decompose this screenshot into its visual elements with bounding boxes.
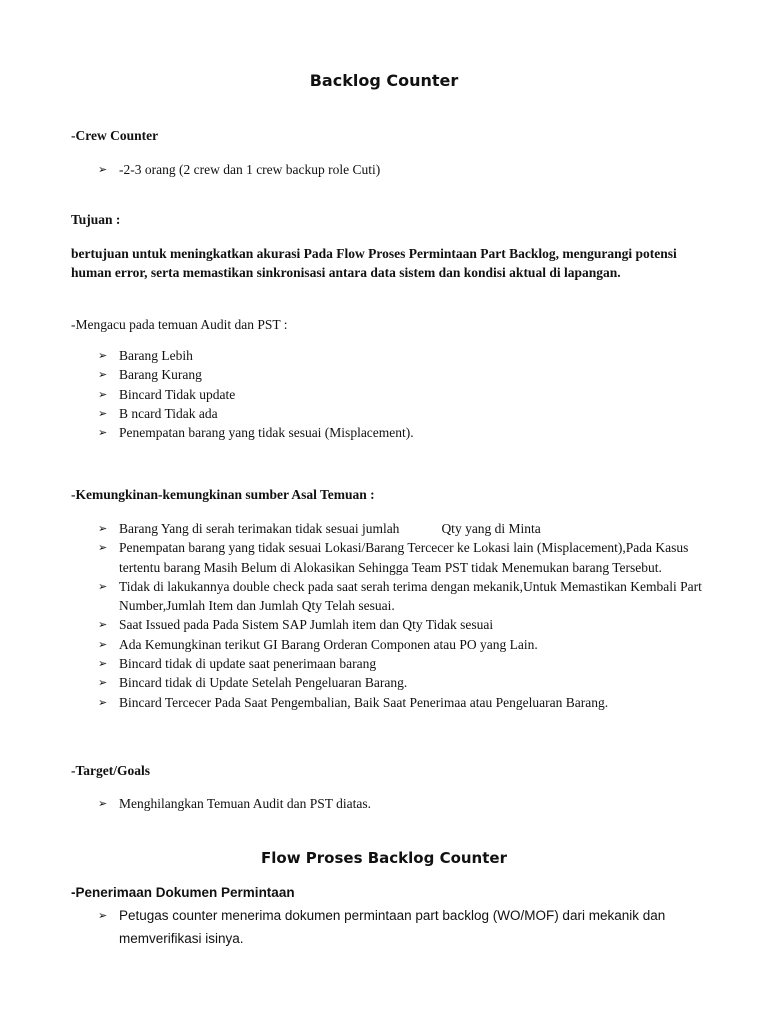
crew-counter-heading: -Crew Counter (71, 128, 159, 143)
arrow-bullet-icon: ➢ (98, 387, 108, 401)
arrow-bullet-icon: ➢ (98, 618, 108, 632)
list-item: ➢ Tidak di lakukannya double check pada saat serah terima dengan mekanik,Untuk Memastikan Kembali Part Number,Jumlah Item dan Jumlah Qty Telah sesuai. (98, 578, 702, 614)
arrow-bullet-icon: ➢ (98, 426, 108, 440)
arrow-bullet-icon: ➢ (98, 522, 108, 535)
tujuan-heading: Tujuan : (71, 212, 121, 227)
arrow-bullet-icon: ➢ (98, 579, 108, 593)
list-item: ➢ Bincard Tercecer Pada Saat Pengembalian, Baik Saat Penerimaa atau Pengeluaran Barang. (0, 693, 709, 712)
list-item: ➢ Petugas counter menerima dokumen permintaan part backlog (WO/MOF) dari mekanik dan memverifikasi isinya. (0, 904, 709, 950)
mengacu-text: -Mengacu pada temuan Audit dan PST : (71, 317, 288, 332)
list-item: ➢ Penempatan barang yang tidak sesuai Lokasi/Barang Tercecer ke Lokasi lain (Misplacement),Pada Kasus tertentu barang Masih Belum di Alokasikan Sehingga Team PST tidak Menemukan barang Tersebut. (98, 540, 689, 575)
list-item: ➢ Bincard tidak di update saat penerimaan barang (0, 654, 709, 673)
penerimaan-list (0, 904, 709, 950)
list-item: ➢ Barang Yang di serah terimakan tidak sesuai jumlah Qty yang di Minta (0, 519, 709, 538)
arrow-bullet-icon: ➢ (98, 541, 108, 555)
list-item: ➢ B ncard Tidak ada (0, 404, 709, 423)
arrow-bullet-icon: ➢ (98, 676, 108, 690)
arrow-bullet-icon: ➢ (98, 637, 108, 651)
document-title: Backlog Counter (309, 71, 459, 90)
list-item: ➢ -2-3 orang (2 crew dan 1 crew backup role Cuti) (0, 160, 709, 179)
target-heading: -Target/Goals (71, 763, 150, 778)
target-list (0, 794, 709, 813)
list-item: ➢ Bincard tidak di Update Setelah Pengeluaran Barang. (0, 673, 709, 692)
flow-title: Flow Proses Backlog Counter (261, 849, 507, 867)
arrow-bullet-icon: ➢ (98, 406, 108, 420)
arrow-bullet-icon: ➢ (98, 797, 108, 810)
list-item: ➢ Barang Kurang (0, 365, 709, 384)
list-item: ➢ Penempatan barang yang tidak sesuai (Misplacement). (0, 423, 709, 442)
list-item: ➢ Menghilangkan Temuan Audit dan PST diatas. (0, 794, 709, 813)
list-item: ➢ Saat Issued pada Pada Sistem SAP Jumlah item dan Qty Tidak sesuai (0, 615, 709, 634)
mengacu-list (0, 346, 709, 442)
arrow-bullet-icon: ➢ (98, 695, 108, 709)
kemungkinan-list (0, 519, 709, 712)
arrow-bullet-icon: ➢ (98, 368, 108, 382)
arrow-bullet-icon: ➢ (98, 909, 108, 922)
list-item: ➢ Bincard Tidak update (0, 385, 709, 404)
list-item: ➢ Ada Kemungkinan terikut GI Barang Orderan Componen atau PO yang Lain. (0, 635, 709, 654)
kemungkinan-heading: -Kemungkinan-kemungkinan sumber Asal Temuan : (71, 487, 375, 502)
arrow-bullet-icon: ➢ (98, 163, 108, 176)
crew-counter-list (0, 160, 709, 179)
arrow-bullet-icon: ➢ (98, 349, 108, 362)
arrow-bullet-icon: ➢ (98, 657, 108, 671)
tujuan-body: bertujuan untuk meningkatkan akurasi Pada Flow Proses Permintaan Part Backlog, mengurangi potensi human error, serta memastikan sinkronisasi antara data sistem dan kondisi aktual di lapangan. (71, 246, 677, 280)
penerimaan-heading: -Penerimaan Dokumen Permintaan (71, 885, 295, 900)
list-item: ➢ Barang Lebih (0, 346, 709, 365)
